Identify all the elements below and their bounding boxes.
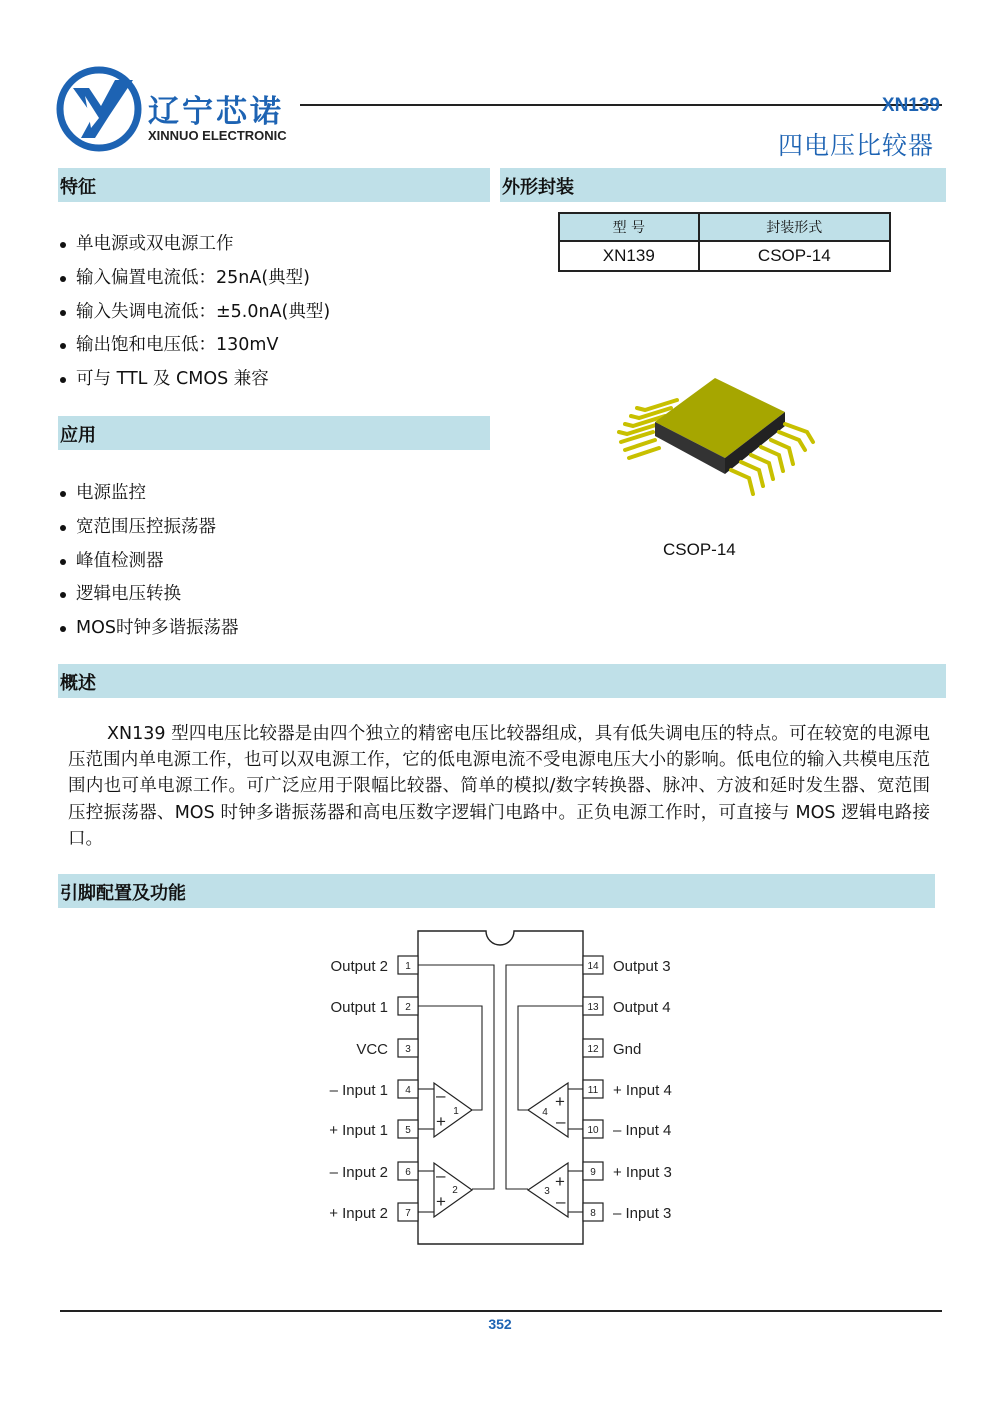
list-item: MOS时钟多谐振荡器: [58, 617, 478, 651]
pinout-heading: 引脚配置及功能: [58, 874, 935, 908]
list-item: 单电源或双电源工作: [58, 233, 478, 267]
comparator-sign: –: [556, 1192, 566, 1211]
features-heading: 特征: [58, 168, 490, 202]
pin-label: Gnd: [613, 1041, 642, 1058]
overview-heading: 概述: [58, 664, 946, 698]
applications-list: [58, 482, 478, 651]
package-image-caption: CSOP-14: [663, 540, 736, 559]
pinout-diagram: [320, 925, 685, 1255]
footer-rule: [60, 1310, 942, 1312]
table-cell-model: XN139: [559, 241, 699, 271]
applications-heading: 应用: [58, 416, 490, 450]
comparator-sign: –: [436, 1086, 446, 1105]
pin-number: 14: [587, 961, 599, 972]
pin-number: 6: [405, 1167, 411, 1178]
comparator-number: 3: [544, 1186, 550, 1197]
pin-label: Output 2: [330, 958, 388, 975]
comparator-number: 4: [542, 1107, 548, 1118]
package-image: [615, 370, 825, 500]
pin-number: 10: [587, 1125, 599, 1136]
pin-label: + Input 2: [329, 1205, 388, 1222]
pin-label: – Input 4: [613, 1122, 672, 1139]
logo-chinese-name: 辽宁芯诺: [148, 94, 284, 130]
pin-number: 2: [405, 1002, 411, 1013]
pin-number: 7: [405, 1208, 411, 1219]
features-list: [58, 233, 478, 402]
comparator-sign: +: [436, 1192, 446, 1211]
list-item: 电源监控: [58, 482, 478, 516]
part-title: 四电压比较器: [777, 131, 934, 160]
pin-number: 3: [405, 1044, 411, 1055]
part-number: XN139: [881, 95, 940, 116]
logo-english-name: XINNUO ELECTRONIC: [148, 128, 287, 143]
pin-number: 9: [590, 1167, 596, 1178]
list-item: 宽范围压控振荡器: [58, 516, 478, 550]
comparator-sign: +: [436, 1112, 446, 1131]
page-number: 352: [488, 1316, 512, 1332]
list-item: 输入偏置电流低：25nA(典型): [58, 267, 478, 301]
overview-paragraph: XN139 型四电压比较器是由四个独立的精密电压比较器组成，具有低失调电压的特点。可在较宽的电源电压范围内单电源工作，也可以双电源工作，它的低电源电流不受电源电压大小的影响。低电位的输入共模电压范围内也可单电源工作。可广泛应用于限幅比较器、简单的模拟/数字转换器、脉冲、方波和延时发生器、宽范围压控振荡器、MOS 时钟多谐振荡器和高电压数字逻辑门电路中。正负电源工作时，可直接与 MOS 逻辑电路接口。: [68, 724, 930, 849]
package-table: [558, 212, 891, 272]
package-heading: 外形封装: [500, 168, 946, 202]
comparator-number: 2: [452, 1185, 458, 1196]
pin-number: 8: [590, 1208, 596, 1219]
pin-number: 4: [405, 1085, 411, 1096]
list-item: 逻辑电压转换: [58, 583, 478, 617]
pin-label: + Input 1: [329, 1122, 388, 1139]
pin-label: Output 1: [330, 999, 388, 1016]
list-item: 可与 TTL 及 CMOS 兼容: [58, 368, 478, 402]
pin-label: VCC: [356, 1041, 388, 1058]
header-rule: [300, 104, 942, 106]
comparator-sign: +: [555, 1172, 565, 1191]
pin-number: 13: [587, 1002, 599, 1013]
comparator-sign: +: [555, 1092, 565, 1111]
pin-label: – Input 1: [329, 1082, 388, 1099]
list-item: 输入失调电流低：±5.0nA(典型): [58, 301, 478, 335]
pin-label: + Input 3: [613, 1164, 672, 1181]
pin-number: 11: [587, 1085, 599, 1096]
pin-number: 12: [587, 1044, 599, 1055]
pin-label: – Input 2: [329, 1164, 388, 1181]
list-item: 输出饱和电压低：130mV: [58, 334, 478, 368]
pin-number: 5: [405, 1125, 411, 1136]
company-logo: [55, 66, 145, 152]
table-header-package: 封装形式: [699, 213, 890, 241]
pin-number: 1: [405, 961, 411, 972]
pin-label: – Input 3: [613, 1205, 672, 1222]
pin-label: Output 3: [613, 958, 671, 975]
table-header-model: 型 号: [559, 213, 699, 241]
comparator-number: 1: [453, 1106, 459, 1117]
table-cell-package: CSOP-14: [699, 241, 890, 271]
pin-label: Output 4: [613, 999, 671, 1016]
comparator-sign: –: [556, 1112, 566, 1131]
comparator-sign: –: [436, 1166, 446, 1185]
list-item: 峰值检测器: [58, 550, 478, 584]
pin-label: + Input 4: [613, 1082, 672, 1099]
